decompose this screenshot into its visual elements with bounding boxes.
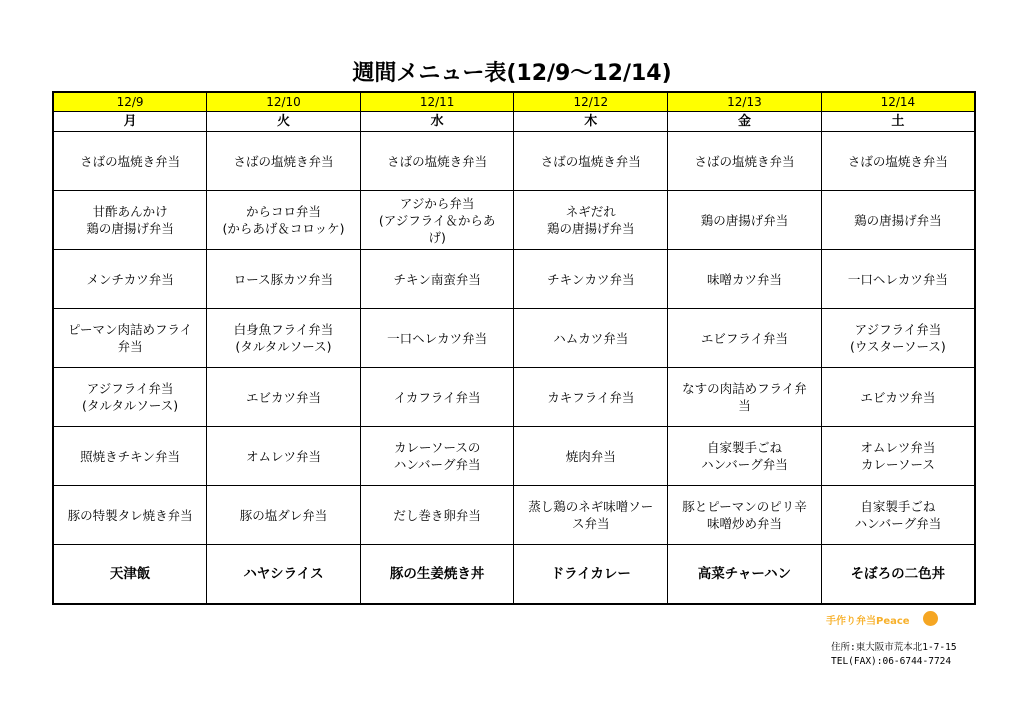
weekly-menu-table [52, 91, 976, 605]
menu-item-cell [53, 368, 207, 427]
special-menu-row [53, 545, 975, 605]
menu-item-cell-text: カキフライ弁当 [547, 389, 635, 405]
menu-item-cell [668, 191, 822, 250]
menu-item-cell-text: ロース豚カツ弁当 [233, 271, 334, 287]
special-menu-cell [514, 545, 668, 605]
menu-item-cell-text: さばの塩焼き弁当 [387, 153, 488, 169]
menu-item-cell [360, 191, 514, 250]
date-cell [668, 92, 822, 112]
menu-item-cell [514, 132, 668, 191]
menu-item-cell [514, 309, 668, 368]
menu-item-cell [821, 250, 975, 309]
weekday-cell [514, 112, 668, 132]
menu-row [53, 486, 975, 545]
menu-item-cell-text: アジフライ弁当 (タルタルソース) [82, 381, 179, 413]
menu-item-cell [53, 191, 207, 250]
menu-item-cell-text: エビカツ弁当 [245, 389, 321, 405]
weekday-cell-text: 土 [891, 114, 905, 129]
menu-item-cell-text: 白身魚フライ弁当 (タルタルソース) [233, 322, 334, 354]
menu-item-cell [360, 368, 514, 427]
shop-logo [822, 611, 938, 628]
menu-row [53, 250, 975, 309]
menu-item-cell [514, 368, 668, 427]
menu-item-cell [207, 486, 361, 545]
menu-item-cell-text: 自家製手ごね ハンバーグ弁当 [701, 440, 788, 472]
menu-item-cell-text: 一口ヘレカツ弁当 [847, 271, 948, 287]
menu-item-cell [668, 309, 822, 368]
menu-item-cell-text: メンチカツ弁当 [86, 271, 174, 287]
menu-item-cell [53, 486, 207, 545]
menu-item-cell [53, 427, 207, 486]
special-menu-cell [360, 545, 514, 605]
menu-item-cell [514, 250, 668, 309]
menu-item-cell [668, 427, 822, 486]
menu-item-cell [668, 132, 822, 191]
menu-item-cell-text: さばの塩焼き弁当 [847, 153, 948, 169]
date-row [53, 92, 975, 112]
menu-item-cell [668, 486, 822, 545]
menu-item-cell [53, 132, 207, 191]
menu-item-cell [207, 250, 361, 309]
weekday-cell-text: 月 [123, 114, 137, 129]
menu-item-cell-text: アジフライ弁当 (ウスターソース) [850, 322, 946, 354]
logo-mark-icon [923, 611, 938, 626]
menu-item-cell-text: さばの塩焼き弁当 [540, 153, 641, 169]
shop-tel: TEL(FAX):06-6744-7724 [831, 656, 952, 667]
date-cell-text: 12/10 [266, 95, 301, 109]
menu-item-cell [360, 250, 514, 309]
menu-item-cell-text: 豚の特製タレ焼き弁当 [67, 507, 193, 523]
menu-item-cell [821, 427, 975, 486]
special-menu-cell-text: ドライカレー [550, 565, 631, 582]
menu-item-cell-text: ネギだれ 鶏の唐揚げ弁当 [547, 204, 635, 236]
menu-row [53, 368, 975, 427]
date-cell [360, 92, 514, 112]
menu-item-cell-text: チキン南蛮弁当 [393, 271, 481, 287]
menu-item-cell [514, 191, 668, 250]
menu-item-cell [821, 486, 975, 545]
menu-item-cell-text: なすの肉詰めフライ弁 当 [682, 381, 807, 413]
date-cell-text: 12/11 [419, 95, 455, 109]
page-title: 週間メニュー表(12/9～12/14) [352, 61, 672, 86]
menu-row [53, 427, 975, 486]
special-menu-cell [668, 545, 822, 605]
special-menu-cell-text: そぼろの二色丼 [850, 565, 946, 582]
menu-item-cell-text: オムレツ弁当 カレーソース [860, 440, 936, 472]
special-menu-cell [53, 545, 207, 605]
menu-item-cell-text: エビカツ弁当 [860, 389, 936, 405]
menu-item-cell [207, 191, 361, 250]
menu-item-cell-text: オムレツ弁当 [245, 448, 321, 464]
menu-item-cell [514, 486, 668, 545]
menu-item-cell-text: イカフライ弁当 [393, 389, 481, 405]
menu-item-cell-text: チキンカツ弁当 [547, 271, 635, 287]
menu-item-cell-text: 鶏の唐揚げ弁当 [700, 212, 789, 228]
menu-item-cell-text: 蒸し鶏のネギ味噌ソー ス弁当 [528, 499, 654, 531]
menu-item-cell-text: エビフライ弁当 [700, 330, 789, 346]
menu-item-cell-text: 鶏の唐揚げ弁当 [854, 212, 942, 228]
menu-item-cell [207, 368, 361, 427]
weekday-cell-text: 水 [430, 114, 444, 129]
special-menu-cell-text: ハヤシライス [243, 565, 324, 582]
special-menu-cell [821, 545, 975, 605]
menu-item-cell-text: アジから弁当 (アジフライ＆からあ げ) [378, 195, 496, 245]
date-cell [821, 92, 975, 112]
weekday-cell [668, 112, 822, 132]
menu-item-cell [360, 309, 514, 368]
date-cell-text: 12/12 [573, 95, 609, 109]
shop-address: 住所:東大阪市荒本北1-7-15 [831, 642, 957, 653]
special-menu-cell-text: 天津飯 [109, 565, 151, 582]
menu-row [53, 309, 975, 368]
menu-item-cell [207, 132, 361, 191]
menu-item-cell-text: 照焼きチキン弁当 [80, 448, 181, 464]
menu-item-cell-text: カレーソースの ハンバーグ弁当 [393, 440, 481, 472]
menu-item-cell-text: 甘酢あんかけ 鶏の唐揚げ弁当 [86, 204, 174, 236]
menu-item-cell-text: ピーマン肉詰めフライ 弁当 [68, 322, 193, 354]
weekday-row [53, 112, 975, 132]
weekday-cell-text: 木 [584, 114, 598, 129]
date-cell-text: 12/9 [116, 95, 144, 109]
menu-row [53, 191, 975, 250]
special-menu-cell [207, 545, 361, 605]
menu-item-cell [821, 309, 975, 368]
menu-item-cell [821, 368, 975, 427]
weekday-cell-text: 火 [276, 114, 290, 129]
menu-item-cell-text: さばの塩焼き弁当 [80, 153, 181, 169]
menu-item-cell-text: ハムカツ弁当 [553, 330, 629, 346]
menu-item-cell [821, 191, 975, 250]
date-cell-text: 12/13 [727, 95, 762, 109]
date-cell [514, 92, 668, 112]
menu-item-cell [668, 250, 822, 309]
menu-item-cell-text: だし巻き卵弁当 [393, 507, 481, 523]
date-cell [207, 92, 361, 112]
weekday-cell [821, 112, 975, 132]
menu-item-cell [207, 427, 361, 486]
menu-item-cell [53, 250, 207, 309]
menu-item-cell-text: からコロ弁当 (からあげ＆コロッケ) [222, 204, 345, 236]
menu-item-cell [53, 309, 207, 368]
date-cell-text: 12/14 [880, 95, 916, 109]
menu-item-cell-text: さばの塩焼き弁当 [694, 153, 795, 169]
menu-item-cell [360, 486, 514, 545]
special-menu-cell-text: 高菜チャーハン [697, 565, 792, 582]
menu-item-cell-text: 焼肉弁当 [565, 448, 616, 464]
menu-item-cell [668, 368, 822, 427]
menu-item-cell [514, 427, 668, 486]
weekday-cell [207, 112, 361, 132]
menu-item-cell-text: さばの塩焼き弁当 [233, 153, 334, 169]
shop-logo-text: 手作り弁当Peace [826, 616, 910, 627]
date-cell [53, 92, 207, 112]
weekday-cell [53, 112, 207, 132]
menu-item-cell [207, 309, 361, 368]
menu-item-cell-text: 豚の塩ダレ弁当 [239, 507, 328, 523]
menu-item-cell-text: 豚とピーマンのピリ辛 味噌炒め弁当 [682, 499, 807, 531]
menu-item-cell [360, 427, 514, 486]
menu-item-cell-text: 一口ヘレカツ弁当 [387, 330, 488, 346]
menu-row [53, 132, 975, 191]
menu-item-cell [821, 132, 975, 191]
special-menu-cell-text: 豚の生姜焼き丼 [389, 565, 485, 582]
weekday-cell [360, 112, 514, 132]
menu-item-cell [360, 132, 514, 191]
menu-item-cell-text: 味噌カツ弁当 [706, 271, 782, 287]
menu-item-cell-text: 自家製手ごね ハンバーグ弁当 [854, 499, 942, 531]
weekday-cell-text: 金 [737, 114, 751, 129]
